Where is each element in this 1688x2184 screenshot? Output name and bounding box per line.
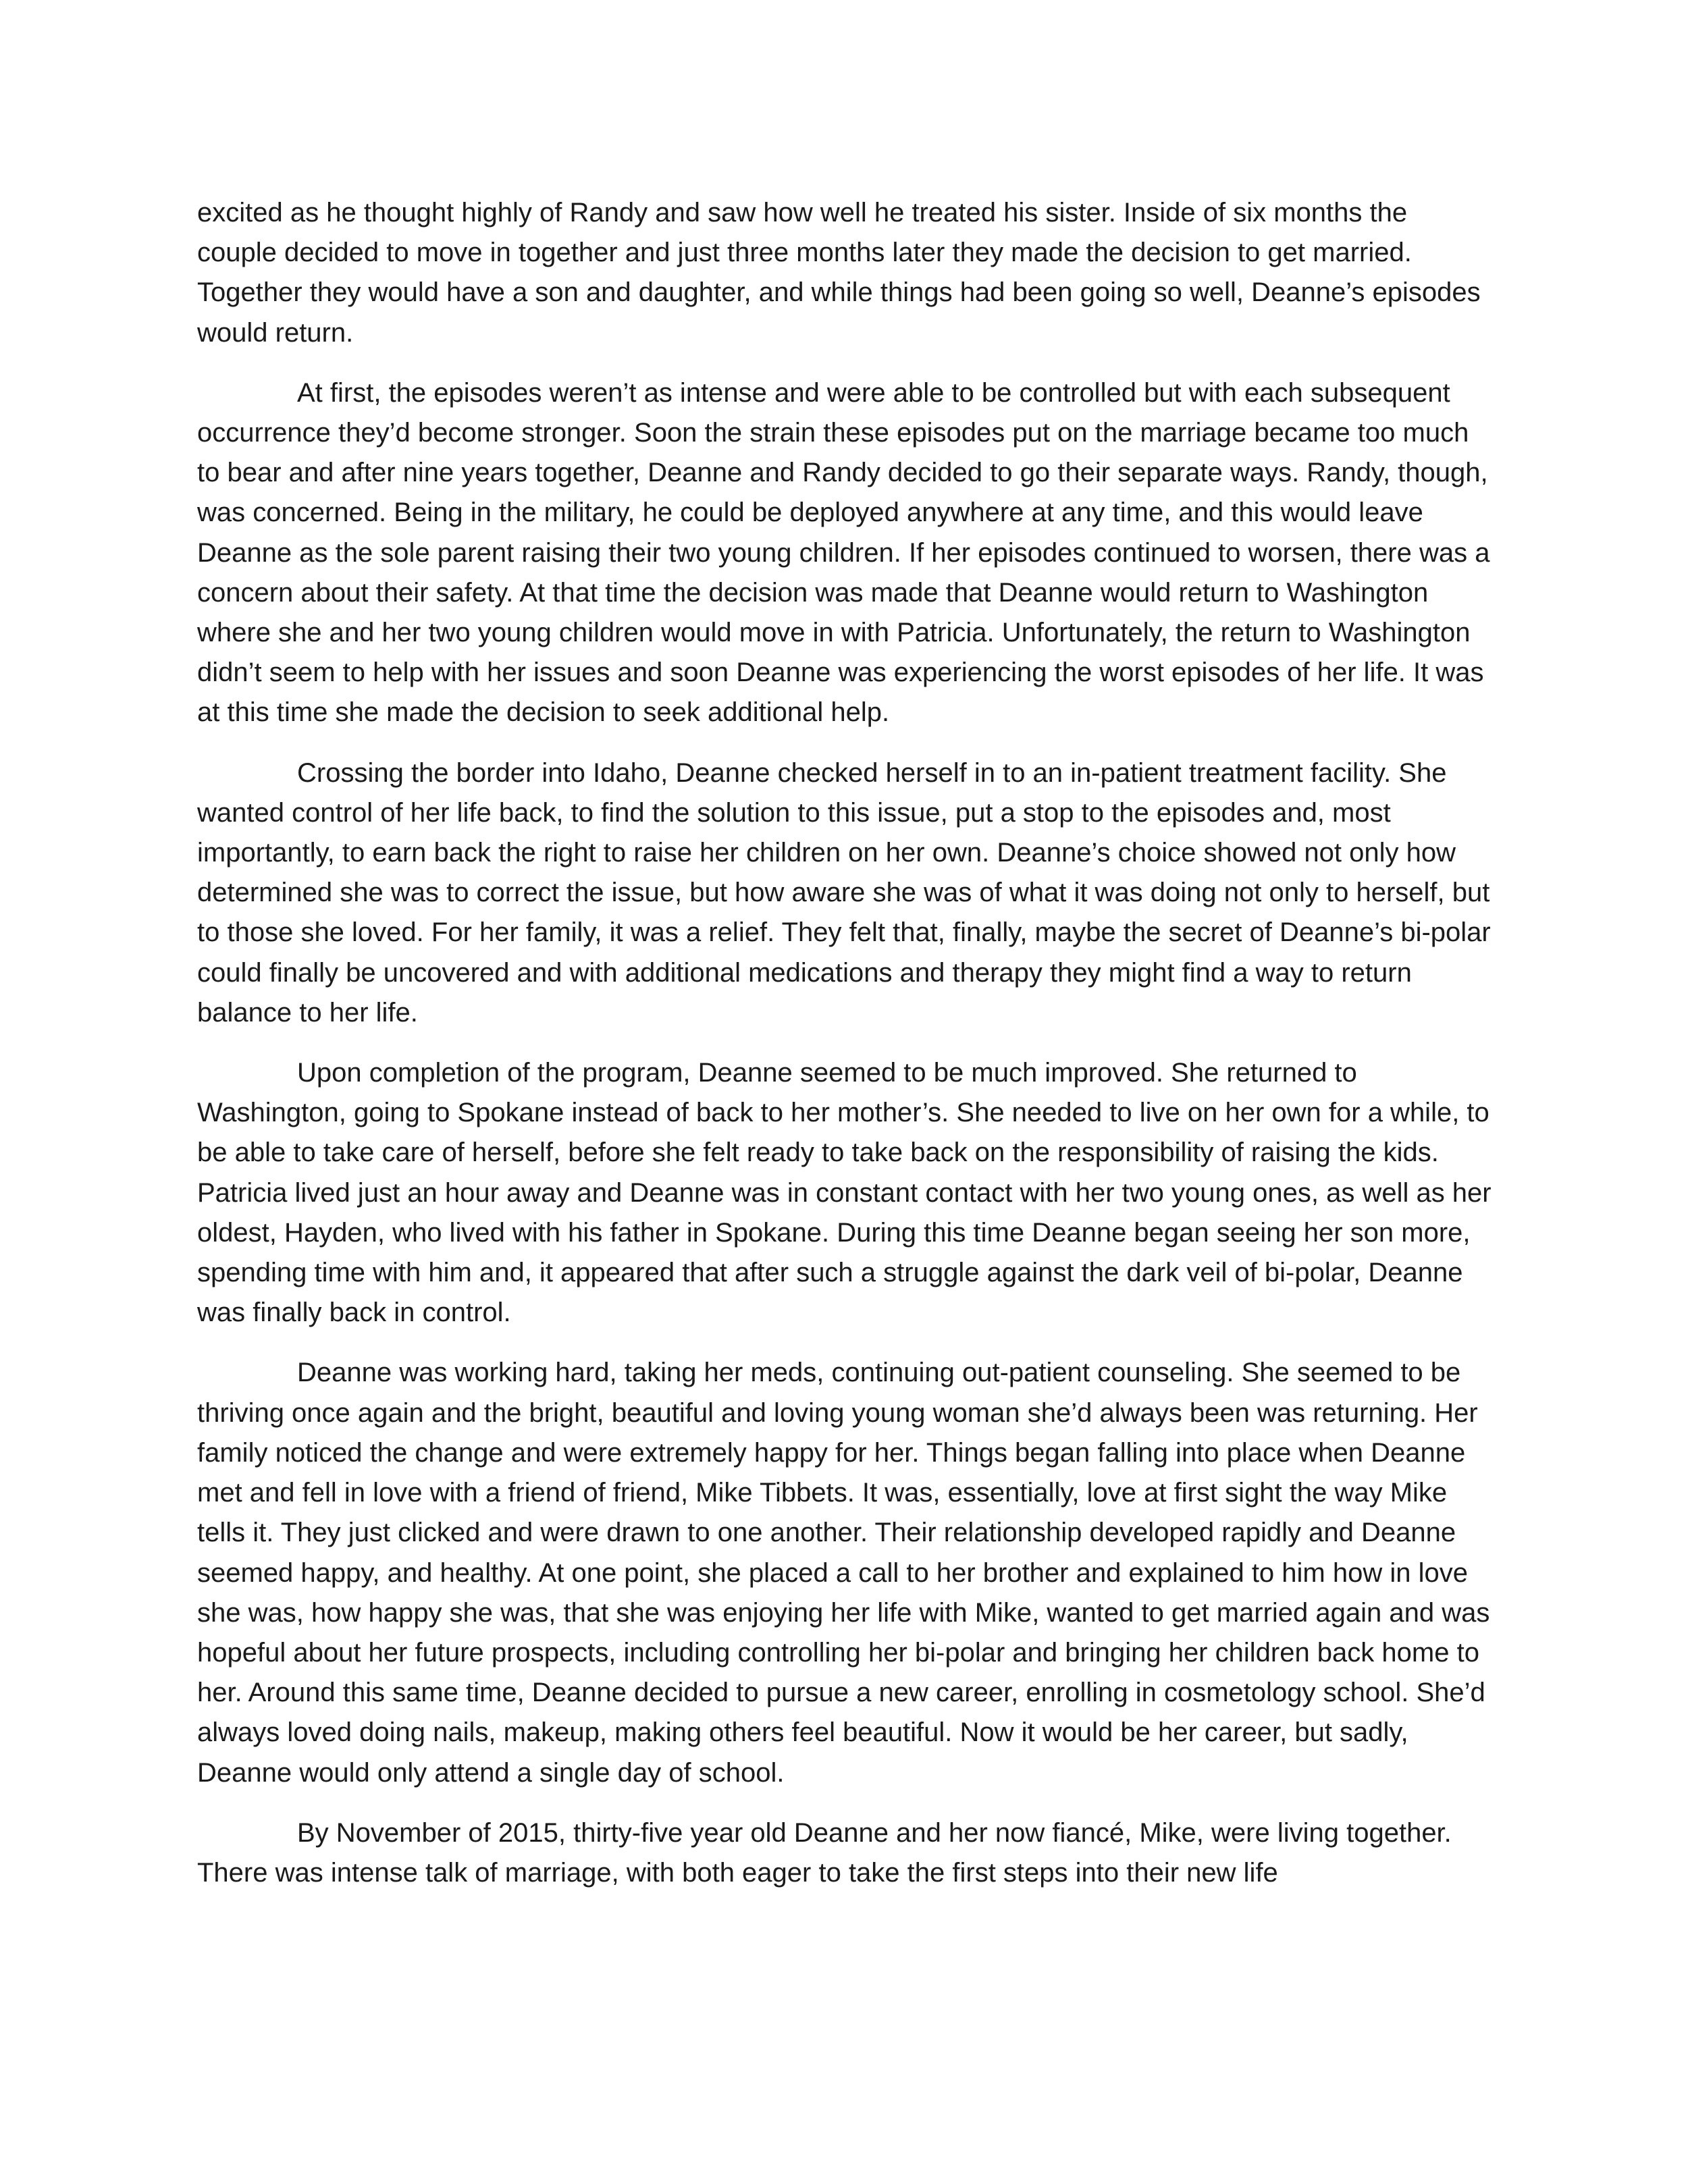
paragraph-3: Crossing the border into Idaho, Deanne checked herself in to an in-patient treatment facility. She wanted control of her life back, to find the solution to this issue, put a stop to the episodes and, most importantly, to earn back the right to raise her children on her own. Deanne’s choice showed not only how determined she was to correct the issue, but how aware she was of what it was doing not only to herself, but to those she loved. For her family, it was a relief. They felt that, finally, maybe the secret of Deanne’s bi-polar could finally be uncovered and with additional medications and therapy they might find a way to return balance to her life.	[197, 757, 1491, 1028]
body-text	[197, 193, 1494, 1893]
paragraph-1: excited as he thought highly of Randy and saw how well he treated his sister. Inside of six months the couple decided to move in together and just three months later they made the decision to get married. Together they would have a son and daughter, and while things had been going so well, Deanne’s episodes would return.	[197, 198, 1481, 348]
paragraph-6: By November of 2015, thirty-five year old Deanne and her now fiancé, Mike, were living together. There was intense talk of marriage, with both eager to take the first steps into their new life	[197, 1817, 1452, 1888]
paragraph-4: Upon completion of the program, Deanne seemed to be much improved. She returned to Washington, going to Spokane instead of back to her mother’s. She needed to live on her own for a while, to be able to take care of herself, before she felt ready to take back on the responsibility of raising the kids. Patricia lived just an hour away and Deanne was in constant contact with her two young ones, as well as her oldest, Hayden, who lived with his father in Spokane. During this time Deanne began seeing her son more, spending time with him and, it appeared that after such a struggle against the dark veil of bi-polar, Deanne was finally back in control.	[197, 1058, 1492, 1328]
paragraph-5: Deanne was working hard, taking her meds, continuing out-patient counseling. She seemed to be thriving once again and the bright, beautiful and loving young woman she’d always been was returning. Her family noticed the change and were extremely happy for her. Things began falling into place when Deanne met and fell in love with a friend of friend, Mike Tibbets. It was, essentially, love at first sight the way Mike tells it. They just clicked and were drawn to one another. Their relationship developed rapidly and Deanne seemed happy, and healthy. At one point, she placed a call to her brother and explained to him how in love she was, how happy she was, that she was enjoying her life with Mike, wanted to get married again and was hopeful about her future prospects, including controlling her bi-polar and bringing her children back home to her. Around this same time, Deanne decided to pursue a new career, enrolling in cosmetology school. She’d always loved doing nails, makeup, making others feel beautiful. Now it would be her career, but sadly, Deanne would only attend a single day of school.	[197, 1358, 1490, 1788]
paragraph-2: At first, the episodes weren’t as intense and were able to be controlled but with each subsequent occurrence they’d become stronger. Soon the strain these episodes put on the marriage became too much to bear and after nine years together, Deanne and Randy decided to go their separate ways. Randy, though, was concerned. Being in the military, he could be deployed anywhere at any time, and this would leave Deanne as the sole parent raising their two young children. If her episodes continued to worsen, there was a concern about their safety. At that time the decision was made that Deanne would return to Washington where she and her two young children would move in with Patricia. Unfortunately, the return to Washington didn’t seem to help with her issues and soon Deanne was experiencing the worst episodes of her life. It was at this time she made the decision to seek additional help.	[197, 377, 1490, 728]
